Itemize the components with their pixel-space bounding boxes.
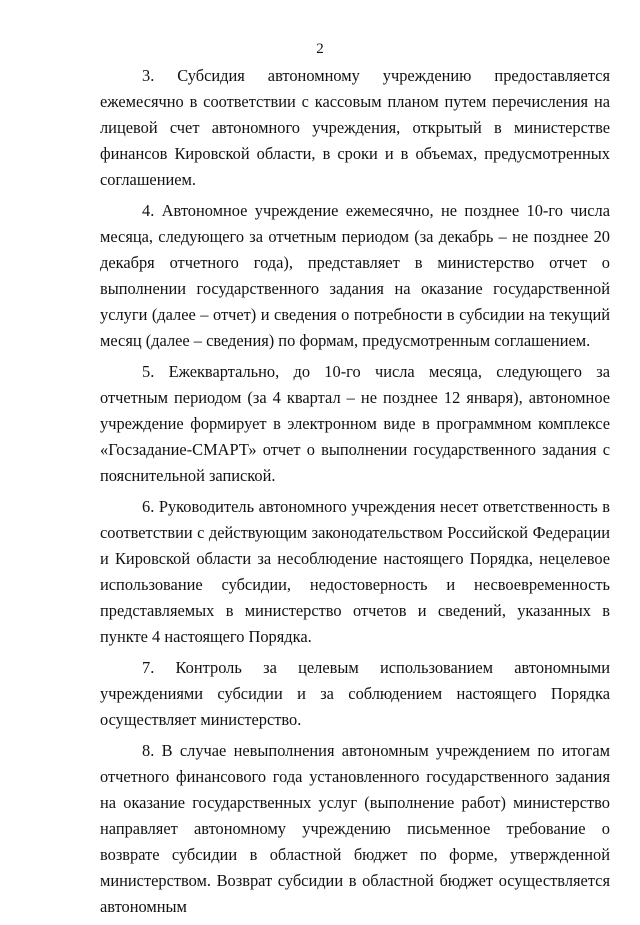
paragraph-8: 8. В случае невыполнения автономным учреждением по итогам отчетного финансового года установленного государственного задания на оказание государственных услуг (выполнение работ) министерство направляет автономному учреждению письменное требование о возврате субсидии в областной бюджет по форме, утвержденной министерством. Возврат субсидии в областной бюджет осуществляется автономным: [100, 741, 610, 916]
document-body: [100, 63, 610, 925]
paragraph-3: 3. Субсидия автономному учреждению предоставляется ежемесячно в соответствии с кассовым планом путем перечисления на лицевой счет автономного учреждения, открытый в министерстве финансов Кировской области, в сроки и в объемах, предусмотренных соглашением.: [100, 66, 610, 189]
paragraph-4: 4. Автономное учреждение ежемесячно, не позднее 10-го числа месяца, следующего за отчетным периодом (за декабрь – не позднее 20 декабря отчетного года), представляет в министерство отчет о выполнении государственного задания на оказание государственной услуги (далее – отчет) и сведения о потребности в субсидии на текущий месяц (далее – сведения) по формам, предусмотренным соглашением.: [100, 201, 610, 350]
page-number: 2: [316, 41, 324, 57]
paragraph-7: 7. Контроль за целевым использованием автономными учреждениями субсидии и за соблюдением настоящего Порядка осуществляет министерство.: [100, 658, 610, 729]
paragraph-6: 6. Руководитель автономного учреждения несет ответственность в соответствии с действующим законодательством Российской Федерации и Кировской области за несоблюдение настоящего Порядка, нецелевое использование субсидии, недостоверность и несвоевременность представляемых в министерство отчетов и сведений, указанных в пункте 4 настоящего Порядка.: [100, 497, 610, 646]
paragraph-5: 5. Ежеквартально, до 10-го числа месяца, следующего за отчетным периодом (за 4 квартал – не позднее 12 января), автономное учреждение формирует в электронном виде в программном комплексе «Госзадание-СМАРТ» отчет о выполнении государственного задания с пояснительной запиской.: [100, 362, 610, 485]
